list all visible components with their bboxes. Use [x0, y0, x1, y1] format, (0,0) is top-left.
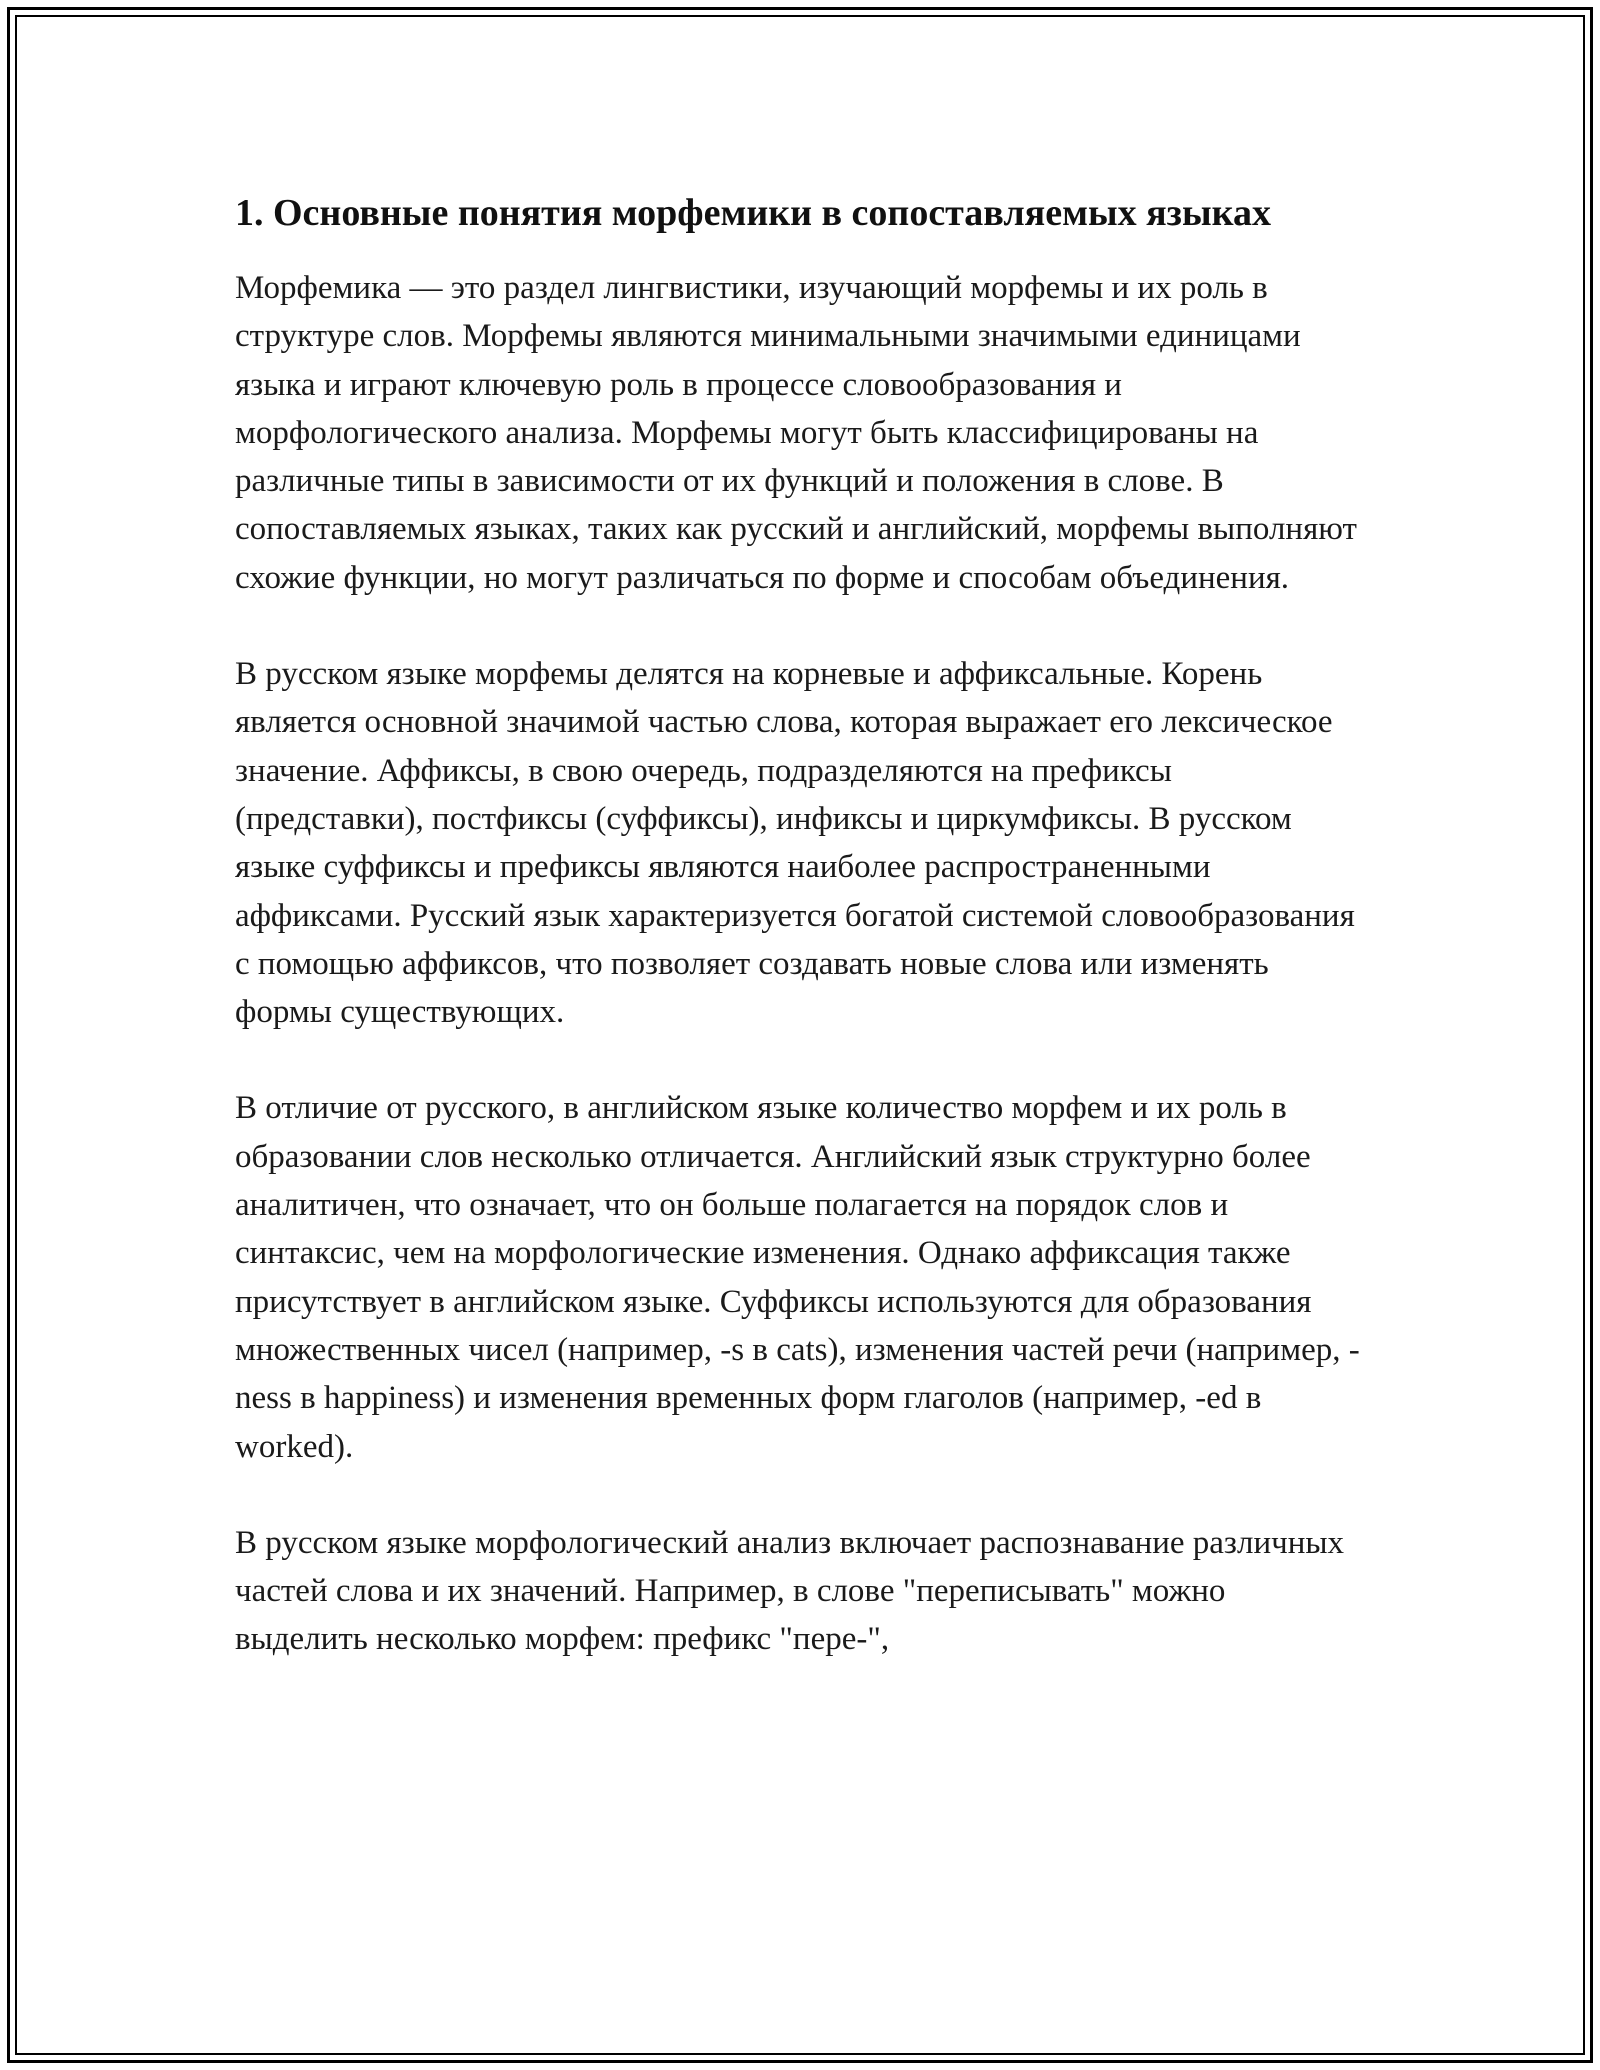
paragraph-3: В отличие от русского, в английском языке количество морфем и их роль в образовании слов несколько отличается. Английский язык структурно более аналитичен, что означает, что он больше полагается на порядок слов и синтаксис, чем на морфологические изменения. Однако аффиксация также присутствует в английском языке. Суффиксы используются для образования множественных чисел (например, -s в cats), изменения частей речи (например, -ness в happiness) и изменения временных форм глаголов (например, -ed в worked).	[235, 1090, 1360, 1465]
paragraph-1: Морфемика — это раздел лингвистики, изучающий морфемы и их роль в структуре слов. Морфемы являются минимальными значимыми единицами языка и играют ключевую роль в процессе словообразования и морфологического анализа. Морфемы могут быть классифицированы на различные типы в зависимости от их функций и положения в слове. В сопоставляемых языках, таких как русский и английский, морфемы выполняют схожие функции, но могут различаться по форме и способам объединения.	[235, 270, 1357, 596]
section-heading: 1. Основные понятия морфемики в сопоставляемых языках	[235, 192, 1271, 234]
document-body	[235, 186, 1365, 1712]
paragraph-2: В русском языке морфемы делятся на корневые и аффиксальные. Корень является основной значимой частью слова, которая выражает его лексическое значение. Аффиксы, в свою очередь, подразделяются на префиксы (представки), постфиксы (суффиксы), инфиксы и циркумфиксы. В русском языке суффиксы и префиксы являются наиболее распространенными аффиксами. Русский язык характеризуется богатой системой словообразования с помощью аффиксов, что позволяет создавать новые слова или изменять формы существующих.	[235, 656, 1355, 1031]
paragraph-4: В русском языке морфологический анализ включает распознавание различных частей слова и их значений. Например, в слове "переписывать" можно выделить несколько морфем: префикс "пере-",	[235, 1524, 1345, 1658]
